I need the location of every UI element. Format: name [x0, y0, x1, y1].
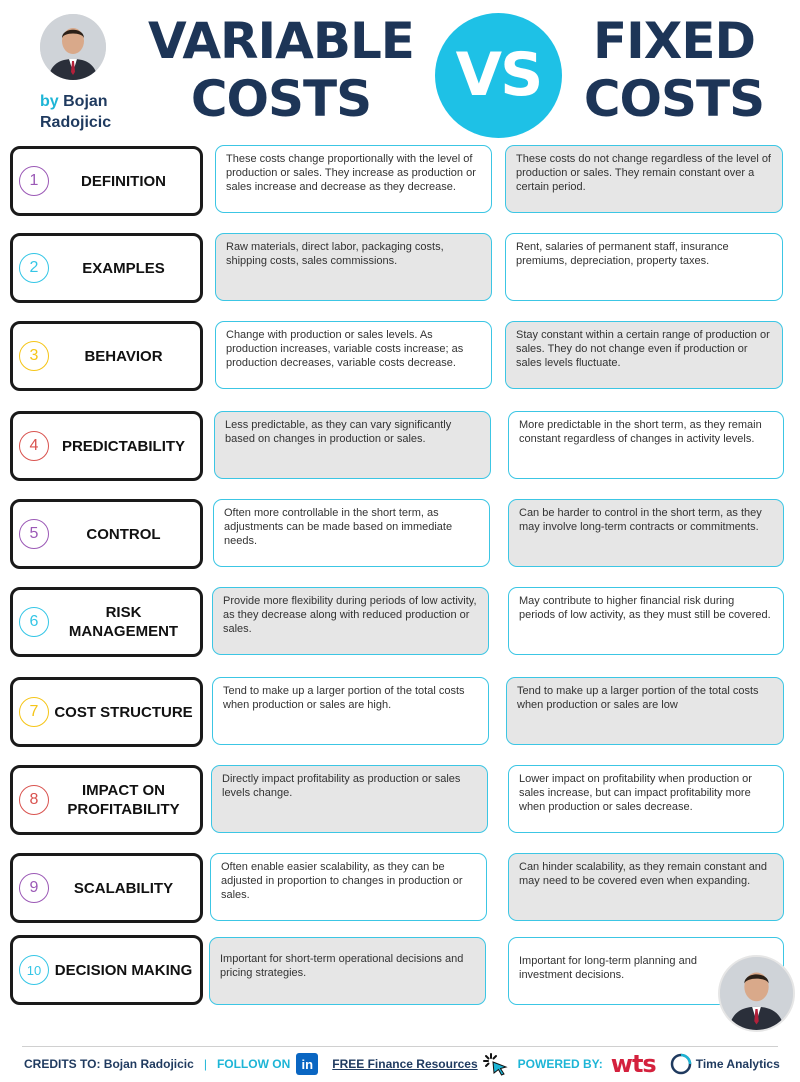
row-number-badge: 4	[19, 431, 49, 461]
variable-cost-cell: Change with production or sales levels. As production increases, variable costs increase; as production decreases, variable costs decrease.	[215, 321, 492, 389]
variable-cost-cell: These costs change proportionally with the level of production or sales. They increase as production or sales increase and decrease as they decrease.	[215, 145, 492, 213]
fixed-cost-cell: Stay constant within a certain range of production or sales. They do not change even if production or sales levels fluctuate.	[505, 321, 783, 389]
comparison-row-predictability	[0, 411, 800, 481]
title-right-line1: FIXED	[593, 12, 755, 70]
row-label-box	[10, 233, 203, 303]
fixed-cost-cell: More predictable in the short term, as they remain constant regardless of changes in activity levels.	[508, 411, 784, 479]
variable-cost-cell: Raw materials, direct labor, packaging costs, shipping costs, sales commissions.	[215, 233, 492, 301]
title-left-line1: VARIABLE	[148, 12, 414, 70]
row-label: CONTROL	[86, 525, 161, 543]
click-cursor-icon	[482, 1052, 510, 1076]
row-number-badge: 1	[19, 166, 49, 196]
row-label-box	[10, 935, 203, 1005]
row-label: SCALABILITY	[73, 879, 174, 897]
comparison-row-scalability	[0, 853, 800, 923]
comparison-row-cost-structure	[0, 677, 800, 747]
row-number-badge: 8	[19, 785, 49, 815]
footer	[24, 1052, 784, 1076]
row-label: COST STRUCTURE	[54, 703, 193, 721]
footer-divider	[22, 1046, 778, 1047]
footer-separator: |	[203, 1057, 207, 1071]
vs-badge: VS	[435, 13, 562, 138]
fixed-cost-cell: May contribute to higher financial risk during periods of low activity, as they must still be covered.	[508, 587, 784, 655]
row-label-box	[10, 677, 203, 747]
author-name-text: Bojan Radojicic	[40, 93, 112, 131]
fixed-cost-cell: Important for long-term planning and investment decisions.	[508, 937, 784, 1005]
comparison-row-risk-management	[0, 587, 800, 657]
variable-cost-cell: Provide more flexibility during periods of low activity, as they decrease along with reduced production or sales.	[212, 587, 489, 655]
row-number-badge: 3	[19, 341, 49, 371]
variable-cost-cell: Important for short-term operational decisions and pricing strategies.	[209, 937, 486, 1005]
fixed-cost-cell: Rent, salaries of permanent staff, insurance premiums, depreciation, property taxes.	[505, 233, 783, 301]
row-label: DEFINITION	[81, 172, 166, 190]
fixed-cost-cell: Can be harder to control in the short term, as they may involve long-term contracts or commitments.	[508, 499, 784, 567]
row-label-box	[10, 587, 203, 657]
title-fixed-costs	[574, 12, 774, 128]
footer-credits: CREDITS TO: Bojan Radojicic	[24, 1057, 194, 1071]
time-analytics-logo-icon	[670, 1053, 692, 1075]
variable-cost-cell: Directly impact profitability as production or sales levels change.	[211, 765, 488, 833]
row-number-badge: 10	[19, 955, 49, 985]
variable-cost-cell: Less predictable, as they can vary significantly based on changes in production or sales.	[214, 411, 491, 479]
variable-cost-cell: Often enable easier scalability, as they can be adjusted in proportion to changes in production or sales.	[210, 853, 487, 921]
row-number-badge: 2	[19, 253, 49, 283]
row-label-box	[10, 411, 203, 481]
title-right-line2: COSTS	[583, 70, 765, 128]
person-icon	[720, 957, 793, 1030]
row-label: RISK MANAGEMENT	[68, 604, 179, 640]
row-label-box	[10, 853, 203, 923]
fixed-cost-cell: Can hinder scalability, as they remain constant and may need to be covered even when expanding.	[508, 853, 784, 921]
comparison-row-behavior	[0, 321, 800, 391]
comparison-row-decision-making	[0, 935, 800, 1005]
variable-cost-cell: Often more controllable in the short term, as adjustments can be made based on immediate needs.	[213, 499, 490, 567]
author-avatar	[40, 14, 106, 80]
row-number-badge: 5	[19, 519, 49, 549]
row-number-badge: 6	[19, 607, 49, 637]
row-label-box	[10, 321, 203, 391]
comparison-row-control	[0, 499, 800, 569]
comparison-row-impact-on-profitability	[0, 765, 800, 835]
person-icon	[40, 14, 106, 80]
row-number-badge: 9	[19, 873, 49, 903]
wts-logo: wts	[610, 1050, 656, 1078]
author-avatar-bottom	[718, 955, 795, 1032]
row-label: DECISION MAKING	[54, 961, 193, 979]
fixed-cost-cell: Tend to make up a larger portion of the total costs when production or sales are low	[506, 677, 784, 745]
author-name	[40, 91, 150, 133]
free-finance-resources-link[interactable]: FREE Finance Resources	[332, 1057, 478, 1071]
row-label: PREDICTABILITY	[61, 437, 186, 455]
row-label-box	[10, 499, 203, 569]
row-label: BEHAVIOR	[84, 347, 163, 365]
comparison-row-examples	[0, 233, 800, 303]
title-left-line2: COSTS	[190, 70, 372, 128]
author-by: by	[40, 93, 59, 110]
row-label: IMPACT ON PROFITABILITY	[67, 782, 180, 818]
fixed-cost-cell: These costs do not change regardless of the level of production or sales. They remain constant over a certain period.	[505, 145, 783, 213]
footer-powered-by: POWERED BY:	[517, 1057, 603, 1071]
footer-follow-on: FOLLOW ON	[216, 1057, 291, 1071]
fixed-cost-cell: Lower impact on profitability when production or sales increase, but can impact profitability more when production or sales decrease.	[508, 765, 784, 833]
variable-cost-cell: Tend to make up a larger portion of the total costs when production or sales are high.	[212, 677, 489, 745]
time-analytics-logo-text: Time Analytics	[695, 1057, 780, 1071]
row-label-box	[10, 146, 203, 216]
row-number-badge: 7	[19, 697, 49, 727]
row-label-box	[10, 765, 203, 835]
row-label: EXAMPLES	[82, 259, 165, 277]
linkedin-icon[interactable]: in	[296, 1053, 318, 1075]
title-variable-costs	[140, 12, 422, 128]
comparison-row-definition	[0, 146, 800, 216]
